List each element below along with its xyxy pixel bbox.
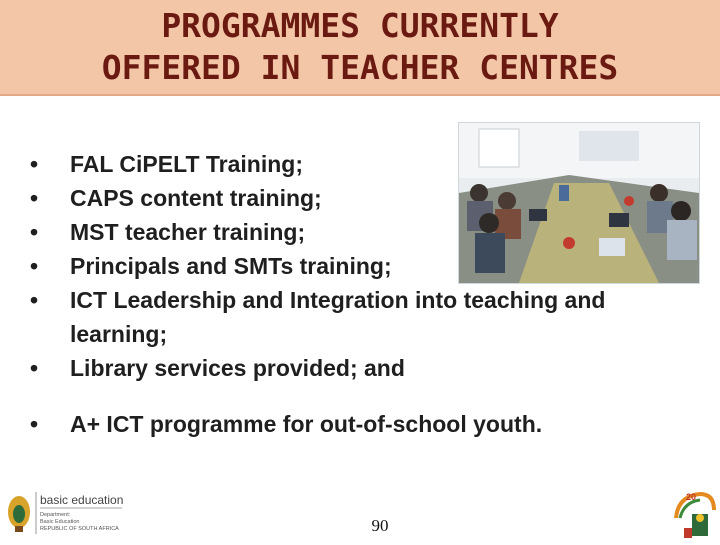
bullet-marker: • xyxy=(30,355,39,381)
programme-bullet-list xyxy=(30,147,690,441)
list-item xyxy=(30,407,690,441)
bullet-marker: • xyxy=(30,219,39,245)
bullet-marker: • xyxy=(30,185,39,211)
bullet-marker: • xyxy=(30,151,39,177)
logo-department-name: Basic Education xyxy=(40,519,80,525)
list-item xyxy=(30,181,690,215)
bullet-marker: • xyxy=(30,287,39,313)
bullet-marker: • xyxy=(30,411,39,437)
list-item xyxy=(30,215,690,249)
logo-country: REPUBLIC OF SOUTH AFRICA xyxy=(40,526,119,532)
list-item xyxy=(30,249,690,283)
list-item-text: ICT Leadership and Integration into teaching and learning; xyxy=(70,287,606,347)
list-item xyxy=(30,147,690,181)
slide-title-line-1: PROGRAMMES CURRENTLY xyxy=(161,6,559,45)
logo-title: basic education xyxy=(40,493,124,507)
anniversary-logo-icon xyxy=(668,488,718,540)
page-number: 90 xyxy=(371,516,389,535)
list-item-text: Principals and SMTs training; xyxy=(70,253,392,279)
basic-education-logo xyxy=(4,488,154,538)
list-item-text: MST teacher training; xyxy=(70,219,306,245)
slide-title-line-2: OFFERED IN TEACHER CENTRES xyxy=(101,48,619,87)
list-item-text: A+ ICT programme for out-of-school youth. xyxy=(70,411,543,437)
list-item-text: FAL CiPELT Training; xyxy=(70,151,303,177)
coat-of-arms-icon xyxy=(4,488,154,538)
list-item xyxy=(30,351,690,385)
list-item-text: CAPS content training; xyxy=(70,185,322,211)
slide-title-banner xyxy=(0,0,720,96)
bullet-marker: • xyxy=(30,253,39,279)
list-item xyxy=(30,283,690,351)
list-item-text: Library services provided; and xyxy=(70,355,405,381)
logo-department-label: Department: xyxy=(40,512,71,518)
svg-text:20: 20 xyxy=(686,492,697,502)
